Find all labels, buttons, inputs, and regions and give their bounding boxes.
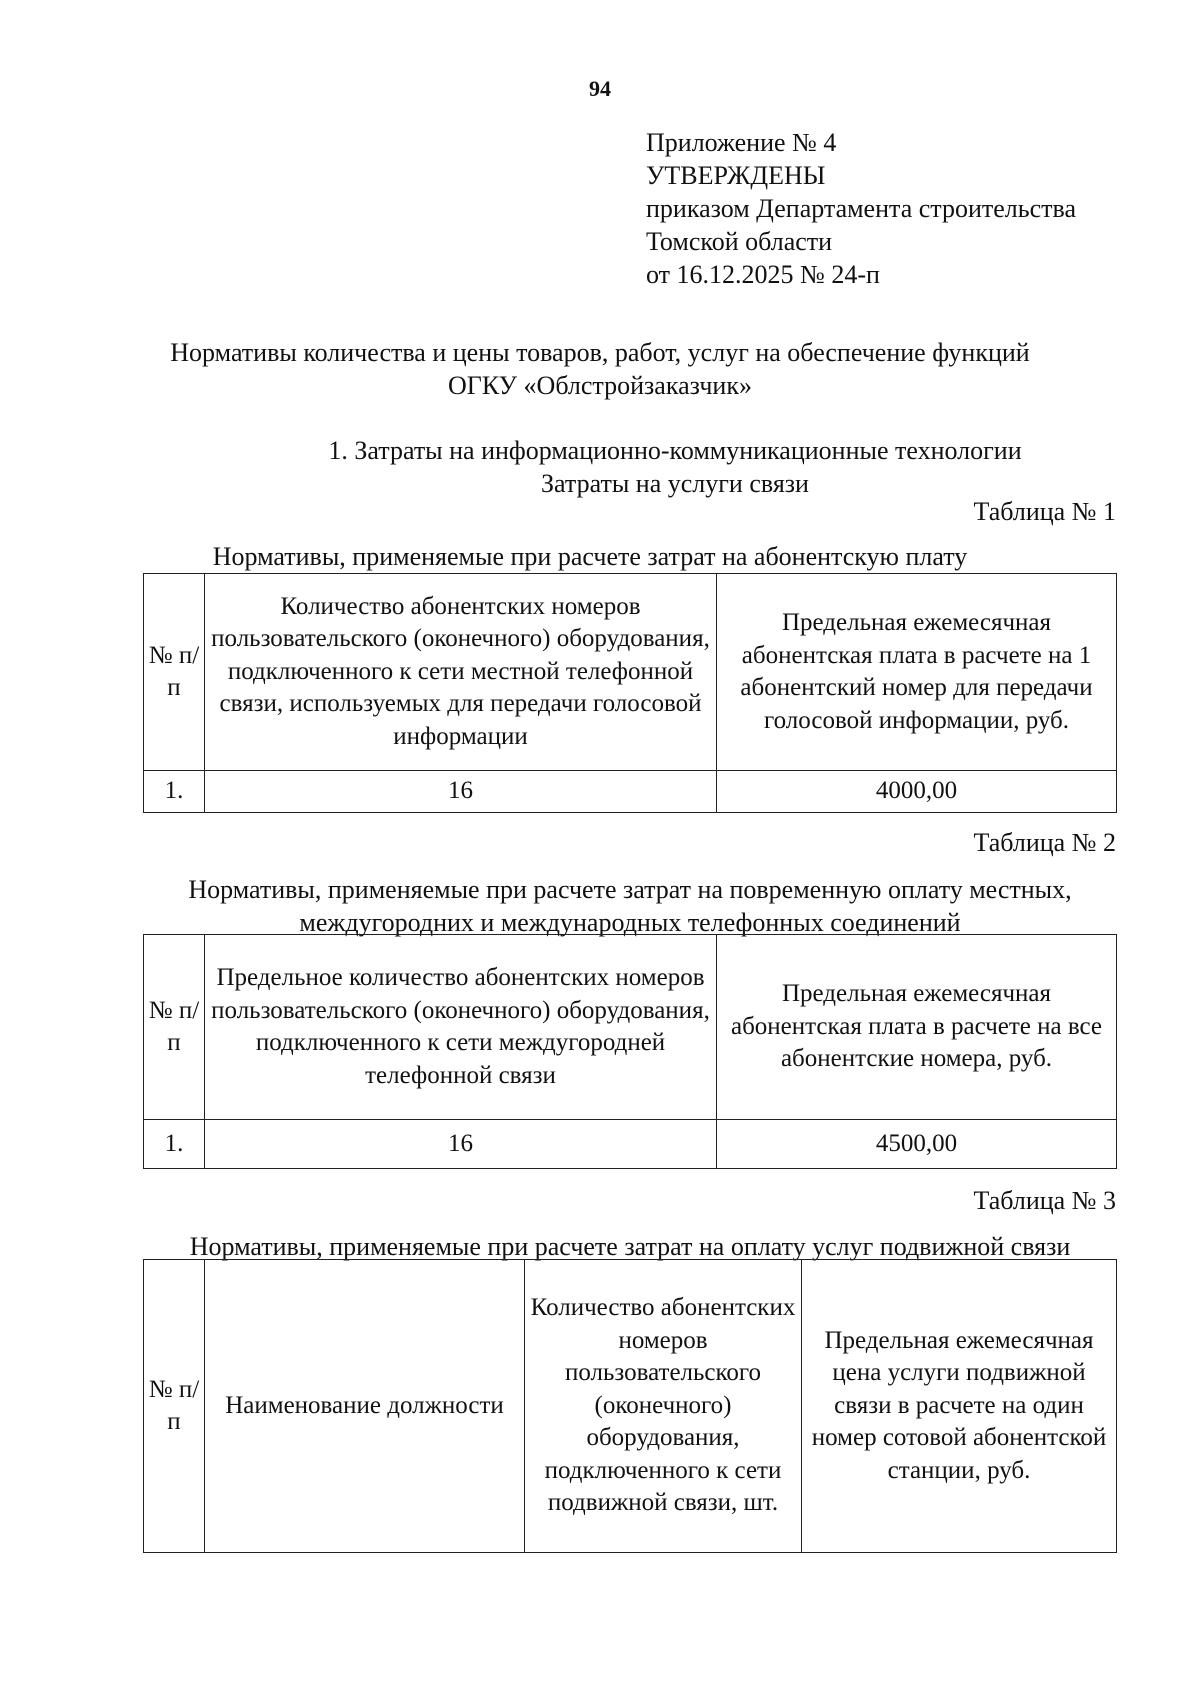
document-title-line1: Нормативы количества и цены товаров, работ, услуг на обеспечение функций: [170, 338, 1030, 367]
table2-cell-number: 1.: [144, 1120, 205, 1169]
table2-header-number: № п/п: [144, 935, 205, 1120]
table1-caption: Нормативы, применяемые при расчете затрат на абонентскую плату: [212, 542, 968, 571]
section-subheading: Затраты на услуги связи: [541, 469, 809, 498]
table2-caption-line1: Нормативы, применяемые при расчете затрат на повременную оплату местных,: [188, 875, 1072, 904]
table2-label: Таблица № 2: [973, 828, 1116, 857]
table1-cell-number: 1.: [144, 771, 205, 813]
table3-header-row: [144, 1260, 1117, 1553]
table3-header-price: Предельная ежемесячная цена услуги подвижной связи в расчете на один номер сотовой абонентской станции, руб.: [802, 1260, 1117, 1553]
table2-header-count: Предельное количество абонентских номеров пользовательского (оконечного) оборудования, подключенного к сети междугородней телефонной связи: [205, 935, 717, 1120]
table-row: [144, 771, 1117, 813]
table2-cell-price: 4500,00: [717, 1120, 1117, 1169]
table2-caption: [100, 873, 1160, 939]
table1-cell-price: 4000,00: [717, 771, 1117, 813]
document-title: [100, 336, 1100, 402]
table2-caption-line2: междугородних и международных телефонных соединений: [299, 908, 961, 937]
appendix-block: [646, 126, 1076, 291]
table1: [143, 573, 1117, 813]
table3-caption: Нормативы, применяемые при расчете затрат на оплату услуг подвижной связи: [189, 1232, 1071, 1261]
table3: [143, 1259, 1117, 1553]
order-region: Томской области: [646, 227, 833, 256]
table2-header-price: Предельная ежемесячная абонентская плата в расчете на все абонентские номера, руб.: [717, 935, 1117, 1120]
table-row: [144, 1120, 1117, 1169]
table1-header-number: № п/п: [144, 574, 205, 771]
table2: [143, 934, 1117, 1169]
page-number: 94: [589, 76, 611, 101]
approval-mark: УТВЕРЖДЕНЫ: [646, 161, 826, 190]
table1-header-count: Количество абонентских номеров пользовательского (оконечного) оборудования, подключенного к сети местной телефонной связи, используемых для передачи голосовой информации: [205, 574, 717, 771]
section-heading-title: 1. Затраты на информационно-коммуникационные технологии: [328, 436, 1022, 465]
order-issuer: приказом Департамента строительства: [646, 194, 1076, 223]
order-date-number: от 16.12.2025 № 24-п: [646, 260, 880, 289]
table1-header-row: [144, 574, 1117, 771]
table2-header-row: [144, 935, 1117, 1120]
table2-cell-count: 16: [205, 1120, 717, 1169]
document-title-line2: ОГКУ «Облстройзаказчик»: [448, 371, 752, 400]
table3-header-count: Количество абонентских номеров пользовательского (оконечного) оборудования, подключенного к сети подвижной связи, шт.: [525, 1260, 802, 1553]
table3-header-position: Наименование должности: [205, 1260, 525, 1553]
table3-header-number: № п/п: [144, 1260, 205, 1553]
appendix-number: Приложение № 4: [646, 128, 837, 157]
table1-label: Таблица № 1: [973, 497, 1116, 526]
section-heading: [225, 434, 1125, 500]
table3-label: Таблица № 3: [973, 1186, 1116, 1215]
table1-header-price: Предельная ежемесячная абонентская плата в расчете на 1 абонентский номер для передачи голосовой информации, руб.: [717, 574, 1117, 771]
table1-cell-count: 16: [205, 771, 717, 813]
